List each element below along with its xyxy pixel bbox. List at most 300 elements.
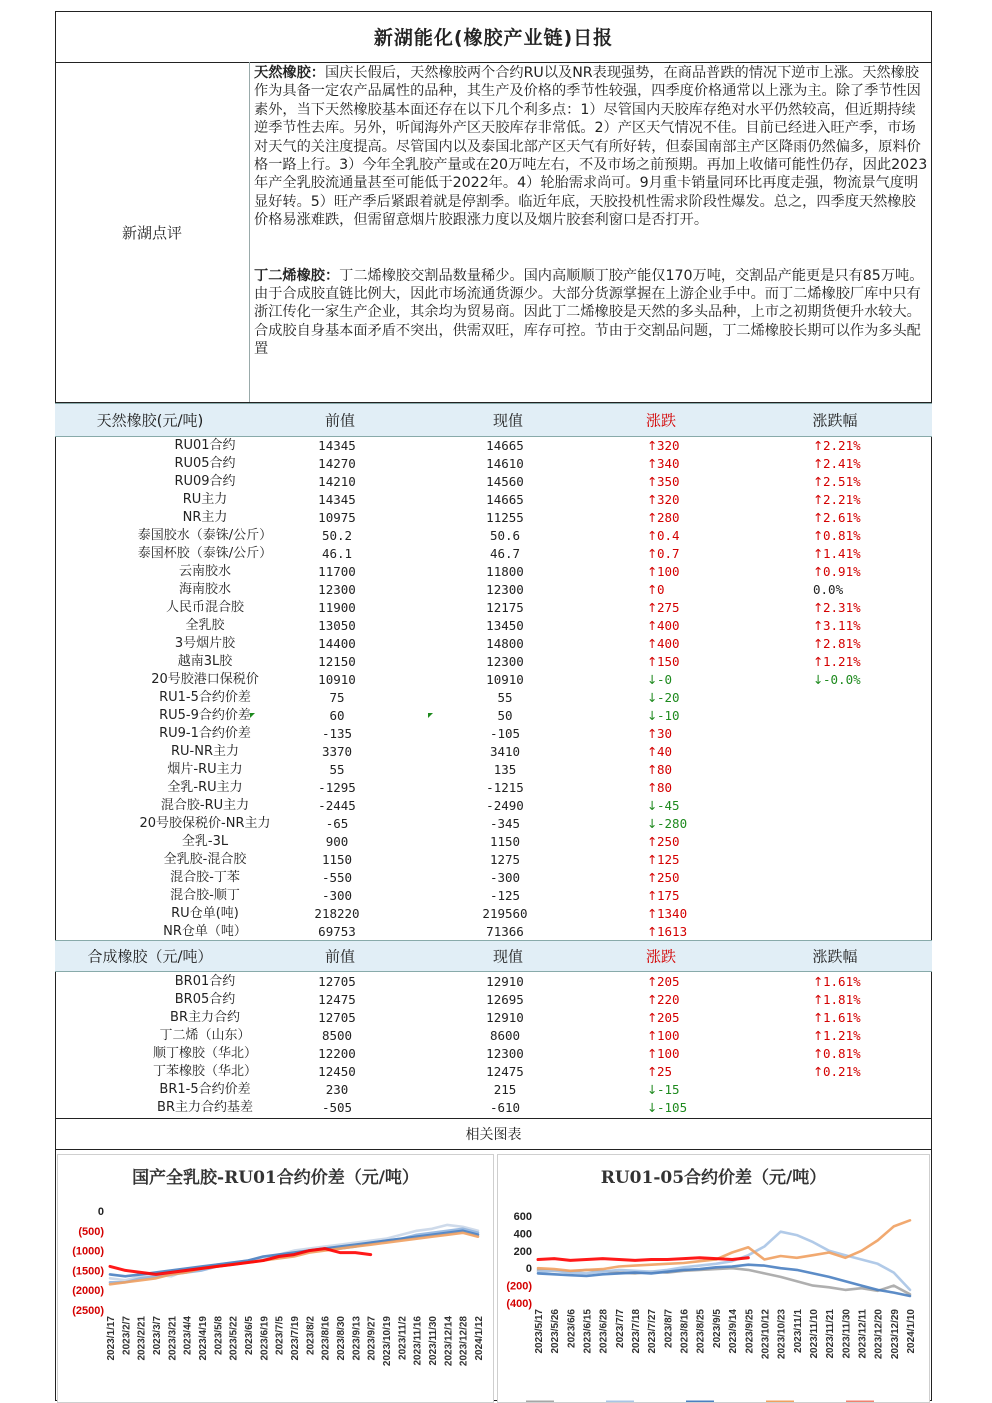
- row-change: [647, 491, 680, 509]
- row-change-pct: [813, 491, 861, 509]
- row-change-text: -105: [657, 1100, 688, 1115]
- arrow-up-icon: ↑: [647, 546, 658, 561]
- row-prev-value: 46.1: [321, 546, 353, 561]
- x-tick-label: 2023/11/10: [808, 1309, 820, 1359]
- row-change: [647, 437, 680, 455]
- arrow-up-icon: ↑: [813, 438, 824, 453]
- arrow-up-icon: ↑: [647, 744, 658, 759]
- row-change-pct: [813, 653, 861, 671]
- table-row: [55, 455, 932, 473]
- arrow-up-icon: ↑: [647, 870, 658, 885]
- row-change-pct-text: 2.41%: [823, 456, 861, 471]
- row-change-pct: [813, 1045, 861, 1063]
- row-prev-value: -1295: [318, 780, 356, 795]
- row-name: 泰国杯胶（泰铢/公斤）: [137, 546, 273, 561]
- y-tick-label: (1000): [72, 1245, 104, 1258]
- row-change-pct-text: 0.81%: [823, 528, 861, 543]
- arrow-up-icon: ↑: [647, 852, 658, 867]
- row-change: [647, 851, 680, 869]
- arrow-up-icon: ↑: [647, 618, 658, 633]
- x-tick-label: 2023/8/30: [336, 1316, 347, 1361]
- arrow-up-icon: ↑: [813, 654, 824, 669]
- arrow-up-icon: ↑: [813, 528, 824, 543]
- natural-table-header: [55, 403, 932, 437]
- row-change-pct: [813, 1009, 861, 1027]
- row-prev-value: 14210: [318, 474, 356, 489]
- x-tick-label: 2023/8/16: [679, 1309, 691, 1354]
- row-change: [647, 1009, 680, 1027]
- x-tick-label: 2023/12/29: [889, 1309, 901, 1360]
- table-row: [55, 1081, 932, 1099]
- arrow-up-icon: ↑: [647, 474, 658, 489]
- row-prev-value: 12150: [318, 654, 356, 669]
- row-name: 混合胶-丁苯: [170, 870, 240, 885]
- row-change-text: 100: [657, 1046, 680, 1061]
- table-row: [55, 509, 932, 527]
- row-current-value: 71366: [486, 924, 524, 939]
- row-current-value: -2490: [486, 798, 524, 813]
- synthetic-header-prev: 前值: [324, 947, 356, 966]
- synthetic-header-chg: 涨跌: [645, 947, 677, 966]
- arrow-up-icon: ↑: [813, 546, 824, 561]
- row-change-text: 275: [657, 600, 680, 615]
- x-tick-label: 2023/12/14: [443, 1316, 455, 1367]
- row-change-text: 340: [657, 456, 680, 471]
- row-change-pct-text: 2.21%: [823, 438, 861, 453]
- table-row: [55, 707, 932, 725]
- row-change: [647, 689, 680, 707]
- row-current-value: 12910: [486, 1010, 524, 1025]
- arrow-up-icon: ↑: [647, 492, 658, 507]
- row-current-value: 14665: [486, 438, 524, 453]
- butadiene-rubber-commentary: [254, 267, 929, 359]
- row-name: 丁二烯（山东）: [159, 1028, 251, 1043]
- arrow-up-icon: ↑: [647, 564, 658, 579]
- arrow-up-icon: ↑: [813, 992, 824, 1007]
- arrow-up-icon: ↑: [647, 456, 658, 471]
- chart-whole-milk-ru01-spread: [57, 1154, 494, 1403]
- natural-rubber-text: 国庆长假后，天然橡胶两个合约RU以及NR表现强势，在商品普跌的情况下逆市上涨。天然橡胶作为具备一定农产品属性的品种，其生产及价格的季节性较强，四季度价格通常以上涨为主。除了季节性因素外，当下天然橡胶基本面还存在以下几个利多点：1）尽管国内天胶库存绝对水平仍然较高，但近期持续逆季节性去库。另外，听闻海外产区天胶库存非常低。2）产区天气情况不佳。目前已经进入旺产季，市场对天气的关注度提高。尽管国内以及泰国北部产区天气有所好转，但泰国南部主产区降雨仍然偏多，原料价格一路上行。3）今年全乳胶产量或在20万吨左右，不及市场之前预期。再加上收储可能性仍存，因此2023年产全乳胶流通量甚至可能低于2022年。4）轮胎需求尚可。9月重卡销量同环比再度走强，物流景气度明显好转。5）旺产季后紧跟着就是停割季。临近年底，天胶投机性需求阶段性爆发。总之，四季度天然橡胶价格易涨难跌，但需留意烟片胶跟涨力度以及烟片胶套利窗口是否打开。: [254, 65, 928, 229]
- row-change-pct-text: 1.61%: [823, 974, 861, 989]
- arrow-down-icon: ↓: [647, 690, 658, 705]
- row-current-value: 1150: [489, 834, 521, 849]
- table-row: [55, 1045, 932, 1063]
- row-change-pct-text: 1.41%: [823, 546, 861, 561]
- row-change: [647, 653, 680, 671]
- row-change-text: -20: [657, 690, 680, 705]
- row-change-text: -45: [657, 798, 680, 813]
- row-prev-value: -135: [321, 726, 353, 741]
- x-tick-label: 2023/5/26: [550, 1309, 562, 1354]
- x-tick-label: 2023/6/5: [244, 1316, 255, 1355]
- row-change-text: 250: [657, 834, 680, 849]
- row-change-text: 0: [657, 582, 665, 597]
- table-row: [55, 653, 932, 671]
- row-change: [647, 761, 672, 779]
- x-tick-label: 2023/8/7: [663, 1309, 675, 1348]
- x-tick-label: 2023/7/7: [614, 1309, 626, 1348]
- row-current-value: 12300: [486, 582, 524, 597]
- table-row: [55, 1063, 932, 1081]
- row-current-value: 215: [493, 1082, 517, 1097]
- x-tick-label: 2023/4/19: [198, 1316, 209, 1361]
- row-change: [647, 1027, 680, 1045]
- row-name: BR01合约: [174, 974, 236, 989]
- synthetic-header-cur: 现值: [492, 947, 524, 966]
- arrow-up-icon: ↑: [647, 726, 658, 741]
- row-change-text: 1340: [657, 906, 688, 921]
- row-name: RU1-5合约价差: [159, 690, 251, 705]
- row-change-text: 0.7: [657, 546, 680, 561]
- chart-title: RU01-05合约价差（元/吨）: [600, 1168, 827, 1188]
- arrow-down-icon: ↓: [647, 798, 658, 813]
- charts-section-label: 相关图表: [55, 1118, 932, 1150]
- x-tick-label: 2023/8/2: [305, 1316, 317, 1355]
- y-tick-label: (200): [506, 1280, 532, 1293]
- table-row: [55, 923, 932, 941]
- table-row: [55, 1027, 932, 1045]
- row-change-pct-text: 1.21%: [823, 654, 861, 669]
- arrow-up-icon: ↑: [813, 600, 824, 615]
- arrow-up-icon: ↑: [647, 528, 658, 543]
- x-tick-label: 2023/3/21: [167, 1316, 179, 1361]
- arrow-up-icon: ↑: [647, 974, 658, 989]
- row-change: [647, 815, 687, 833]
- x-tick-label: 2023/11/1: [792, 1309, 804, 1353]
- natural-rubber-commentary: [254, 64, 929, 230]
- row-change-text: 175: [657, 888, 680, 903]
- row-current-value: 10910: [486, 672, 524, 687]
- arrow-down-icon: ↓: [647, 816, 658, 831]
- row-current-value: 55: [497, 690, 513, 705]
- row-prev-value: 60: [329, 708, 345, 723]
- row-change-pct-text: 0.91%: [823, 564, 861, 579]
- arrow-up-icon: ↑: [813, 974, 824, 989]
- row-current-value: -105: [489, 726, 521, 741]
- row-name: RU01合约: [174, 438, 236, 453]
- row-change: [647, 581, 665, 599]
- row-change-text: -10: [657, 708, 680, 723]
- table-row: [55, 563, 932, 581]
- table-row: [55, 599, 932, 617]
- series-line: [538, 1232, 910, 1290]
- arrow-up-icon: ↑: [813, 474, 824, 489]
- row-current-value: 50: [497, 708, 513, 723]
- row-change: [647, 1081, 680, 1099]
- table-row: [55, 473, 932, 491]
- table-row: [55, 851, 932, 869]
- row-name: 泰国胶水（泰铢/公斤）: [137, 528, 273, 543]
- row-prev-value: 69753: [318, 924, 356, 939]
- table-row: [55, 797, 932, 815]
- x-tick-label: 2023/10/19: [382, 1316, 393, 1367]
- row-change-pct: [813, 545, 861, 563]
- row-change: [647, 869, 680, 887]
- x-tick-label: 2023/10/12: [760, 1309, 772, 1360]
- y-tick-label: 400: [513, 1228, 532, 1241]
- row-current-value: 8600: [489, 1028, 521, 1043]
- table-row: [55, 1009, 932, 1027]
- row-prev-value: 8500: [321, 1028, 353, 1043]
- y-tick-label: (2000): [72, 1285, 104, 1298]
- arrow-down-icon: ↓: [647, 1082, 658, 1097]
- arrow-up-icon: ↑: [813, 636, 824, 651]
- y-tick-label: 0: [97, 1206, 104, 1218]
- y-tick-label: (1500): [72, 1265, 104, 1278]
- row-name: RU9-1合约价差: [159, 726, 251, 741]
- row-change: [647, 509, 680, 527]
- chart-left-svg: [58, 1155, 494, 1403]
- natural-header-name: 天然橡胶(元/吨): [96, 411, 204, 430]
- row-current-value: 50.6: [489, 528, 521, 543]
- x-tick-label: 2023/9/14: [728, 1309, 740, 1354]
- row-change-text: 400: [657, 618, 680, 633]
- arrow-up-icon: ↑: [647, 992, 658, 1007]
- x-tick-label: 2023/12/20: [873, 1309, 885, 1360]
- row-prev-value: 13050: [318, 618, 356, 633]
- table-row: [55, 887, 932, 905]
- arrow-up-icon: ↑: [647, 888, 658, 903]
- cell-comment-marker-icon: [250, 713, 255, 718]
- arrow-up-icon: ↑: [813, 1064, 824, 1079]
- x-tick-label: 2023/6/28: [598, 1309, 610, 1354]
- commentary-body: [254, 64, 929, 402]
- table-row: [55, 527, 932, 545]
- arrow-down-icon: ↓: [647, 708, 658, 723]
- arrow-up-icon: ↑: [813, 1010, 824, 1025]
- x-tick-label: 2023/12/28: [458, 1316, 470, 1367]
- row-current-value: 12475: [486, 1064, 524, 1079]
- y-tick-label: 0: [525, 1263, 532, 1276]
- row-name: 丁苯橡胶（华北）: [152, 1064, 258, 1079]
- arrow-up-icon: ↑: [813, 456, 824, 471]
- row-change: [647, 671, 672, 689]
- row-change: [647, 797, 680, 815]
- row-current-value: 14560: [486, 474, 524, 489]
- row-current-value: 12175: [486, 600, 524, 615]
- row-prev-value: 14345: [318, 438, 356, 453]
- arrow-up-icon: ↑: [647, 762, 658, 777]
- synthetic-header-name: 合成橡胶（元/吨）: [87, 947, 213, 966]
- natural-rubber-lead: 天然橡胶：: [254, 65, 325, 81]
- x-tick-label: 2023/7/19: [290, 1316, 301, 1361]
- row-name: 混合胶-顺丁: [170, 888, 240, 903]
- y-tick-label: 600: [513, 1211, 532, 1223]
- row-prev-value: 12300: [318, 582, 356, 597]
- row-name: NR主力: [182, 510, 228, 525]
- row-current-value: -300: [489, 870, 521, 885]
- table-row: [55, 491, 932, 509]
- row-current-value: 219560: [482, 906, 528, 921]
- row-name: BR主力合约: [170, 1010, 240, 1025]
- x-tick-label: 2023/6/15: [582, 1309, 594, 1354]
- arrow-up-icon: ↑: [813, 492, 824, 507]
- row-name: 烟片-RU主力: [167, 762, 243, 777]
- row-change-text: 0.4: [657, 528, 680, 543]
- row-change: [647, 527, 680, 545]
- row-change-text: 25: [657, 1064, 673, 1079]
- arrow-up-icon: ↑: [647, 1028, 658, 1043]
- row-current-value: 12695: [486, 992, 524, 1007]
- row-prev-value: 12705: [318, 1010, 356, 1025]
- table-row: [55, 581, 932, 599]
- x-tick-label: 2023/11/21: [825, 1309, 837, 1359]
- row-change-pct: [813, 527, 861, 545]
- x-tick-label: 2023/3/7: [152, 1316, 163, 1355]
- x-tick-label: 2023/6/19: [259, 1316, 271, 1361]
- x-tick-label: 2023/6/6: [566, 1309, 578, 1348]
- x-tick-label: 2023/9/27: [366, 1316, 378, 1361]
- commentary-label: 新湖点评: [55, 62, 250, 403]
- row-change-pct: [813, 437, 861, 455]
- row-change: [647, 833, 680, 851]
- row-change: [647, 599, 680, 617]
- row-prev-value: 218220: [314, 906, 360, 921]
- chart-title: 国产全乳胶-RU01合约价差（元/吨）: [132, 1168, 419, 1188]
- table-row: [55, 779, 932, 797]
- row-change-pct: [813, 599, 861, 617]
- row-prev-value: -2445: [318, 798, 356, 813]
- row-current-value: -1215: [486, 780, 524, 795]
- arrow-up-icon: ↑: [647, 1010, 658, 1025]
- series-line: [110, 1233, 478, 1285]
- row-change-pct: [813, 473, 861, 491]
- x-tick-label: 2023/5/22: [228, 1316, 240, 1361]
- row-prev-value: 50.2: [321, 528, 353, 543]
- row-change-text: 220: [657, 992, 680, 1007]
- row-change-pct-text: 0.81%: [823, 1046, 861, 1061]
- table-row: [55, 991, 932, 1009]
- table-row: [55, 689, 932, 707]
- row-change: [647, 923, 687, 941]
- row-change: [647, 617, 680, 635]
- butadiene-rubber-text: 丁二烯橡胶交割品数量稀少。国内高顺顺丁胶产能仅170万吨，交割品产能更是只有85万吨。由于合成胶直链比例大，因此市场流通货源少。大部分货源掌握在上游企业手中。而丁二烯橡胶厂库中只有浙江传化一家生产企业，其余均为贸易商。因此丁二烯橡胶是天然的多头品种，上市之初期货便升水较大。合成胶自身基本面矛盾不突出，供需双旺，库存可控。节由于交割品问题，丁二烯橡胶长期可以作为多头配置: [254, 267, 924, 358]
- row-prev-value: 12475: [318, 992, 356, 1007]
- arrow-down-icon: ↓: [647, 672, 658, 687]
- row-change-pct-text: 1.61%: [823, 1010, 861, 1025]
- natural-header-prev: 前值: [324, 411, 356, 430]
- row-name: 全乳胶-混合胶: [163, 852, 247, 867]
- row-change-text: -15: [657, 1082, 680, 1097]
- row-current-value: 14665: [486, 492, 524, 507]
- x-tick-label: 2023/2/21: [136, 1316, 148, 1361]
- row-change-text: 125: [657, 852, 680, 867]
- x-tick-label: 2023/5/8: [213, 1316, 225, 1355]
- row-change: [647, 473, 680, 491]
- row-prev-value: 12200: [318, 1046, 356, 1061]
- row-change: [647, 707, 680, 725]
- row-name: RU-NR主力: [171, 744, 239, 759]
- table-row: [55, 437, 932, 455]
- table-row: [55, 833, 932, 851]
- row-change-pct: [813, 991, 861, 1009]
- table-row: [55, 815, 932, 833]
- row-name: 顺丁橡胶（华北）: [152, 1046, 258, 1061]
- row-prev-value: 3370: [321, 744, 353, 759]
- row-name: BR1-5合约价差: [159, 1082, 251, 1097]
- row-change-text: 280: [657, 510, 680, 525]
- row-change: [647, 887, 680, 905]
- x-tick-label: 2023/5/17: [534, 1309, 545, 1354]
- row-change: [647, 545, 680, 563]
- row-change-text: 100: [657, 564, 680, 579]
- x-tick-label: 2023/11/30: [841, 1309, 853, 1359]
- row-change: [647, 1045, 680, 1063]
- row-name: 20号胶保税价-NR主力: [139, 816, 271, 831]
- row-name: 人民币混合胶: [165, 600, 245, 615]
- arrow-up-icon: ↑: [647, 600, 658, 615]
- arrow-up-icon: ↑: [813, 510, 824, 525]
- arrow-up-icon: ↑: [647, 654, 658, 669]
- row-prev-value: 14400: [318, 636, 356, 651]
- arrow-up-icon: ↑: [647, 636, 658, 651]
- row-change: [647, 563, 680, 581]
- row-change-text: -0: [657, 672, 673, 687]
- row-current-value: -610: [489, 1100, 521, 1115]
- row-current-value: 13450: [486, 618, 524, 633]
- row-change-text: 400: [657, 636, 680, 651]
- row-change-text: 30: [657, 726, 673, 741]
- row-change-text: 80: [657, 780, 673, 795]
- row-name: 全乳-RU主力: [167, 780, 243, 795]
- row-change-pct: [813, 973, 861, 991]
- x-tick-label: 2024/1/10: [906, 1309, 917, 1354]
- row-current-value: 12300: [486, 1046, 524, 1061]
- row-change: [647, 743, 672, 761]
- arrow-up-icon: ↑: [647, 834, 658, 849]
- table-row: [55, 905, 932, 923]
- arrow-up-icon: ↑: [813, 618, 824, 633]
- table-row: [55, 617, 932, 635]
- row-change-pct: [813, 455, 861, 473]
- natural-header-chg: 涨跌: [645, 411, 677, 430]
- arrow-up-icon: ↑: [647, 1046, 658, 1061]
- row-name: 全乳胶: [185, 618, 225, 633]
- row-change-text: -280: [657, 816, 688, 831]
- row-prev-value: 55: [329, 762, 345, 777]
- row-change-pct: [813, 563, 861, 581]
- row-current-value: 3410: [489, 744, 521, 759]
- report-title: 新湖能化(橡胶产业链)日报: [55, 11, 932, 63]
- row-current-value: 1275: [489, 852, 521, 867]
- row-change-pct-text: 2.21%: [823, 492, 861, 507]
- table-row: [55, 635, 932, 653]
- row-name: NR仓单（吨）: [163, 924, 247, 939]
- row-prev-value: 11900: [318, 600, 356, 615]
- row-prev-value: 1150: [321, 852, 353, 867]
- row-prev-value: 12705: [318, 974, 356, 989]
- row-name: 越南3L胶: [177, 654, 233, 669]
- row-change-pct-text: 2.81%: [823, 636, 861, 651]
- row-change-pct: [813, 617, 861, 635]
- row-change-pct: [813, 509, 861, 527]
- row-prev-value: -505: [321, 1100, 353, 1115]
- natural-header-cur: 现值: [492, 411, 524, 430]
- row-change: [647, 455, 680, 473]
- row-change-pct: [813, 635, 861, 653]
- row-name: 海南胶水: [178, 582, 232, 597]
- row-prev-value: 14345: [318, 492, 356, 507]
- row-current-value: -125: [489, 888, 521, 903]
- row-prev-value: 10975: [318, 510, 356, 525]
- x-tick-label: 2024/1/12: [474, 1316, 485, 1361]
- x-tick-label: 2023/9/5: [711, 1309, 723, 1348]
- row-change-pct-text: -0.0%: [823, 672, 861, 687]
- x-tick-label: 2023/8/25: [695, 1309, 707, 1354]
- x-tick-label: 2023/1/17: [106, 1316, 117, 1361]
- row-current-value: 135: [493, 762, 517, 777]
- x-tick-label: 2023/11/16: [412, 1316, 424, 1366]
